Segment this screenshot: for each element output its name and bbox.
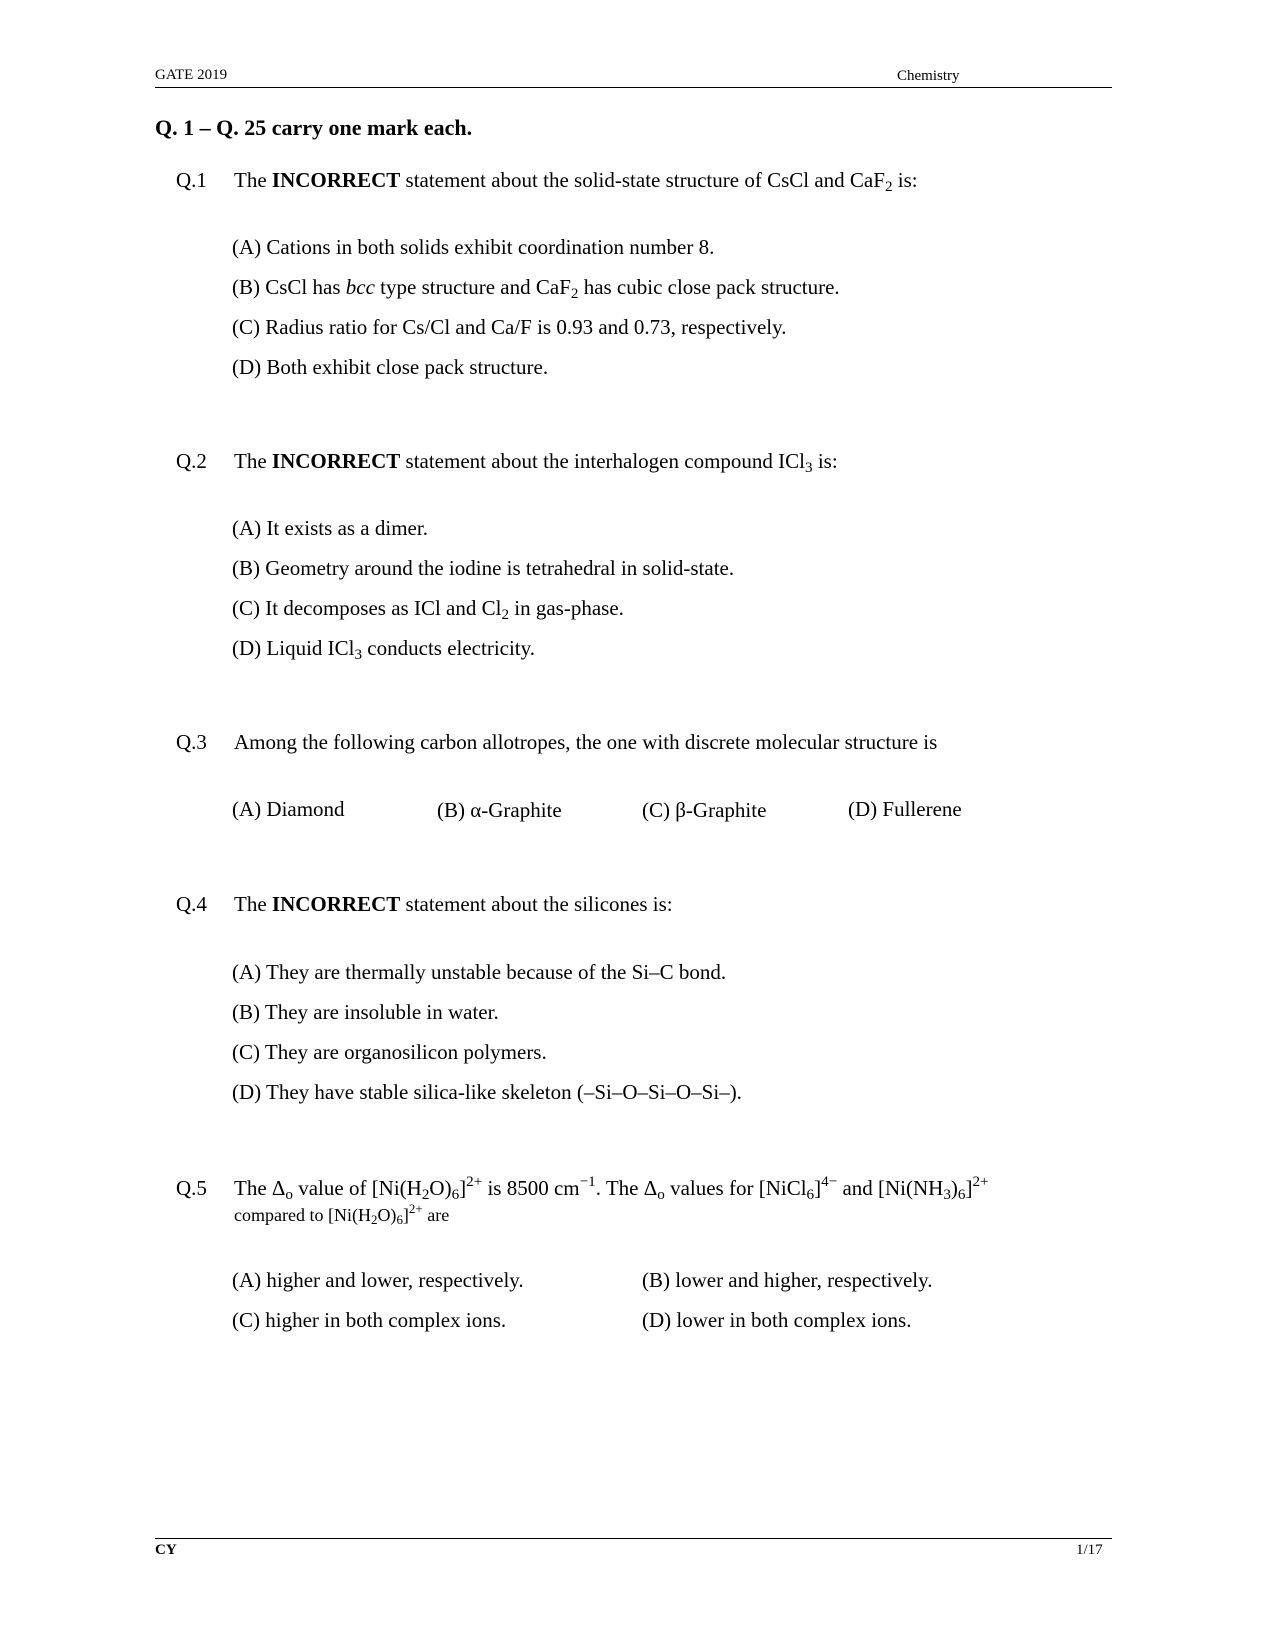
q1-option-c: (C) Radius ratio for Cs/Cl and Ca/F is 0.93 and 0.73, respectively. bbox=[232, 315, 787, 339]
q2-option-c: (C) It decomposes as ICl and $Cl_2$ in gas-phase. bbox=[232, 596, 624, 623]
q3-option-c: (C) β-Graphite bbox=[642, 798, 767, 822]
q4-option-c: (C) They are organosilicon polymers. bbox=[232, 1040, 547, 1064]
q1-option-b: (B) CsCl has bcc type structure and CaF$_2$ has cubic close pack structure. bbox=[232, 275, 840, 302]
q1-number: Q.1 bbox=[176, 168, 207, 192]
q4-option-d: (D) They have stable silica-like skeleton (–Si–O–Si–O–Si–). bbox=[232, 1080, 742, 1104]
footer-paper-code: CY bbox=[155, 1542, 177, 1558]
q4-option-b: (B) They are insoluble in water. bbox=[232, 1000, 499, 1024]
q3-option-d: (D) Fullerene bbox=[848, 797, 962, 821]
header-exam-title: GATE 2019 bbox=[155, 67, 228, 83]
q3-stem: Among the following carbon allotropes, the one with discrete molecular structure is bbox=[234, 730, 938, 754]
q3-option-a: (A) Diamond bbox=[232, 797, 345, 821]
q3-option-b: (B) α-Graphite bbox=[437, 798, 562, 822]
header-subject: Chemistry bbox=[897, 68, 960, 84]
q1-option-d: (D) Both exhibit close pack structure. bbox=[232, 355, 549, 379]
q2-option-b: (B) Geometry around the iodine is tetrahedral in solid-state. bbox=[232, 556, 735, 580]
q4-number: Q.4 bbox=[176, 892, 207, 916]
q2-stem: The INCORRECT statement about the interhalogen compound ICl$_3$ is: bbox=[234, 449, 838, 476]
header-rule bbox=[155, 87, 1112, 88]
q1-stem: The INCORRECT statement about the solid-state structure of CsCl and CaF$_2$ is: bbox=[234, 168, 918, 195]
q5-option-c: (C) higher in both complex ions. bbox=[232, 1308, 507, 1332]
q2-number: Q.2 bbox=[176, 449, 207, 473]
q3-number: Q.3 bbox=[176, 730, 207, 754]
footer-page-number: 1/17 bbox=[1076, 1542, 1103, 1558]
q2-option-a: (A) It exists as a dimer. bbox=[232, 516, 428, 540]
q2-option-d: (D) Liquid ICl$_3$ conducts electricity. bbox=[232, 636, 536, 663]
q5-stem-line-1: The $\Delta_o$ value of $[Ni(H_2O)_6]^{2+}$ is 8500 $cm^{-1}$. The $\Delta_o$ values for [NiCl$_6$]$^{4-}$ and $[Ni(NH_3)_6]^{2+}$ bbox=[234, 1173, 989, 1203]
q5-option-b: (B) lower and higher, respectively. bbox=[642, 1268, 933, 1292]
q4-stem: The INCORRECT statement about the silicones is: bbox=[234, 892, 673, 916]
q1-option-a: (A) Cations in both solids exhibit coordination number 8. bbox=[232, 235, 715, 259]
section-title: Q. 1 – Q. 25 carry one mark each. bbox=[155, 115, 473, 140]
q5-option-d: (D) lower in both complex ions. bbox=[642, 1308, 912, 1332]
q5-stem-line-2: compared to $[Ni(H_2O)_6]^{2+}$ are bbox=[234, 1201, 450, 1228]
q5-option-a: (A) higher and lower, respectively. bbox=[232, 1268, 524, 1292]
footer-rule bbox=[155, 1538, 1112, 1539]
q4-option-a: (A) They are thermally unstable because of the Si–C bond. bbox=[232, 960, 727, 984]
q5-number: Q.5 bbox=[176, 1176, 207, 1200]
